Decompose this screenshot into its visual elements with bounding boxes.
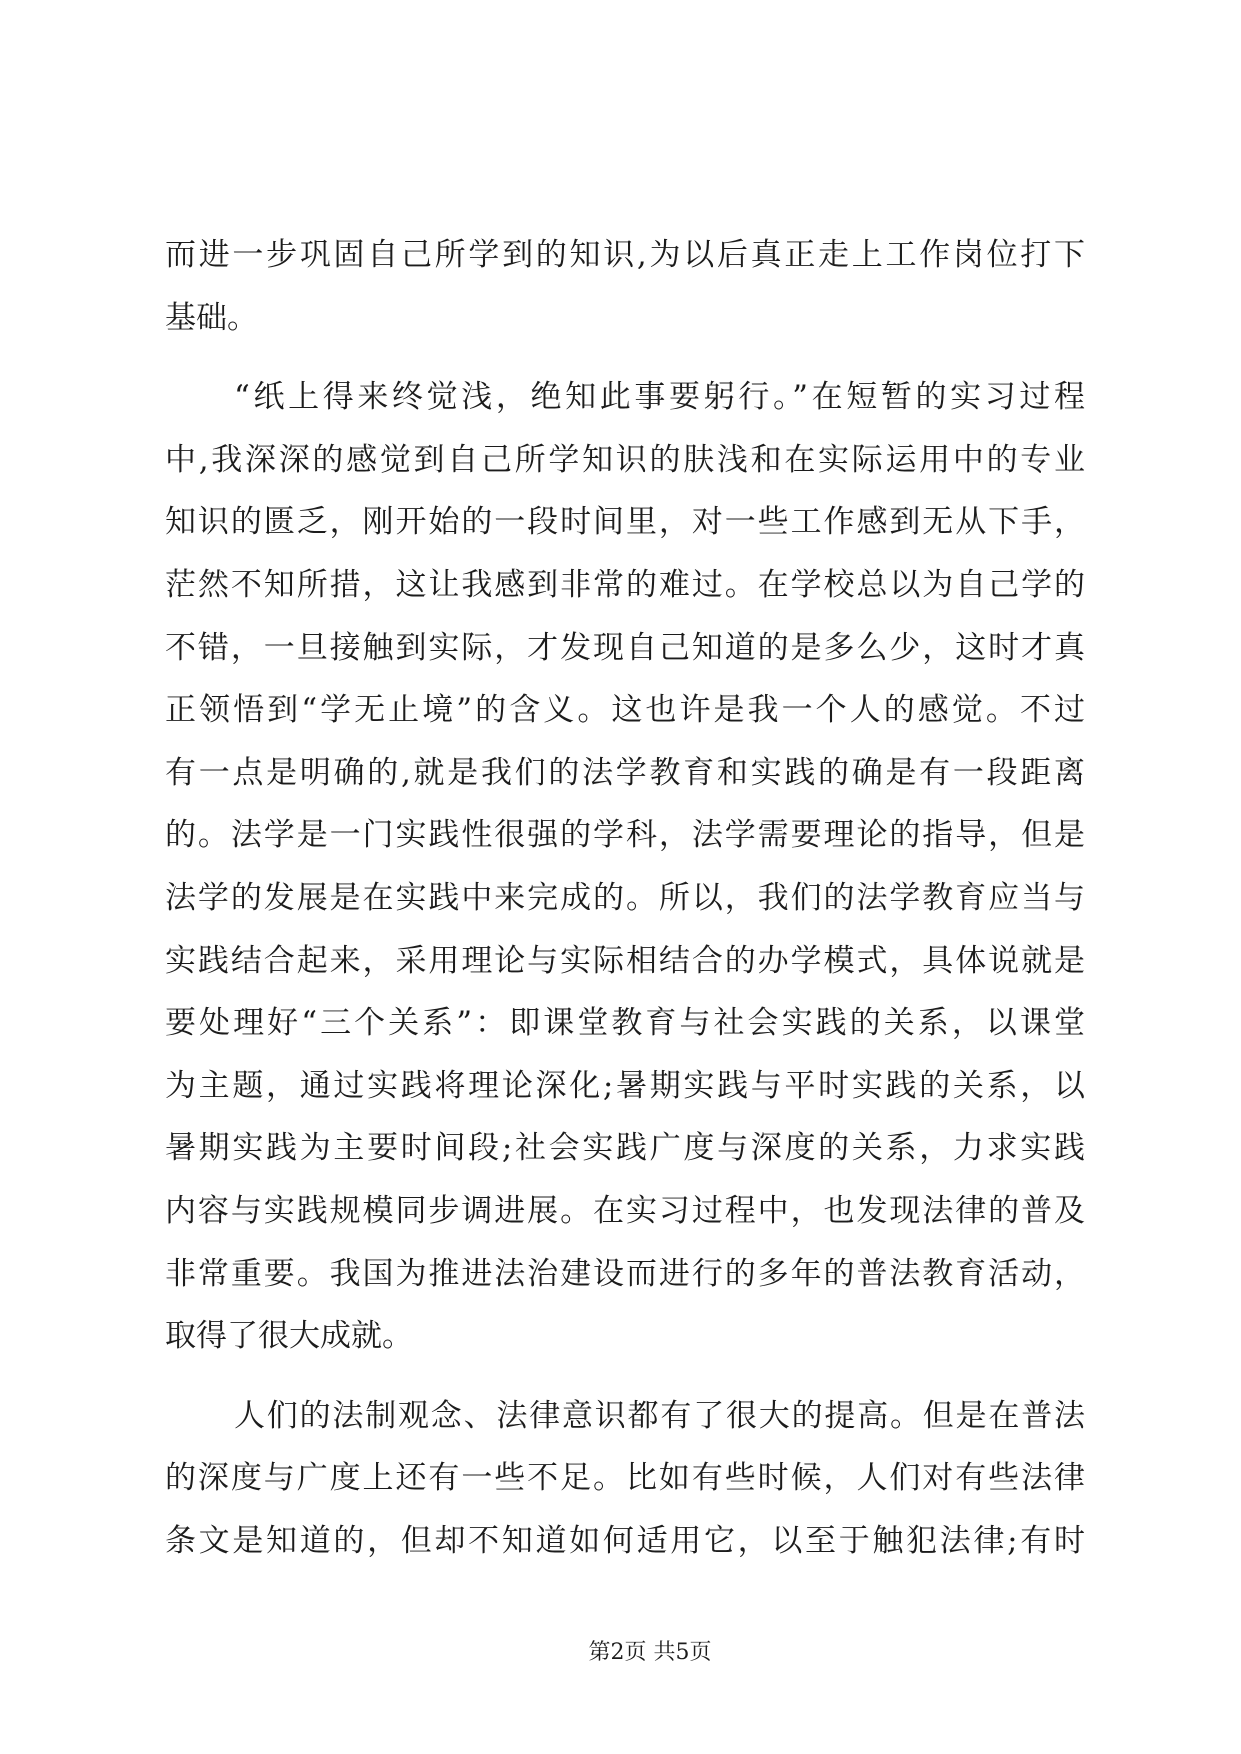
page-footer <box>560 1638 740 1668</box>
text-line: 而进一步巩固自己所学到的知识,为以后真正走上工作岗位打下 <box>165 237 1085 273</box>
text-line: 要处理好“三个关系”：即课堂教育与社会实践的关系，以课堂 <box>165 1005 1085 1042</box>
text-line: 正领悟到“学无止境”的含义。这也许是我一个人的感觉。不过 <box>165 692 1085 729</box>
text-line: 非常重要。我国为推进法治建设而进行的多年的普法教育活动， <box>165 1255 1085 1292</box>
paragraph <box>165 366 1085 1368</box>
text-line: 人们的法制观念、法律意识都有了很大的提高。但是在普法 <box>234 1397 1085 1434</box>
text-line: “纸上得来终觉浅，绝知此事要躬行。”在短暂的实习过程 <box>234 379 1085 416</box>
text-line: 内容与实践规模同步调进展。在实习过程中，也发现法律的普及 <box>165 1192 1085 1229</box>
text-line: 法学的发展是在实践中来完成的。所以，我们的法学教育应当与 <box>165 879 1085 916</box>
text-line: 取得了很大成就。 <box>165 1318 413 1355</box>
text-line: 暑期实践为主要时间段;社会实践广度与深度的关系，力求实践 <box>165 1130 1085 1167</box>
document-body <box>165 224 1085 1572</box>
text-line: 有一点是明确的,就是我们的法学教育和实践的确是有一段距离 <box>165 754 1085 791</box>
text-line: 的。法学是一门实践性很强的学科，法学需要理论的指导，但是 <box>165 817 1085 854</box>
text-line: 基础。 <box>165 299 258 336</box>
text-line: 知识的匮乏，刚开始的一段时间里，对一些工作感到无从下手， <box>165 504 1085 541</box>
text-line: 茫然不知所措，这让我感到非常的难过。在学校总以为自己学的 <box>165 566 1085 603</box>
text-line: 不错，一旦接触到实际，才发现自己知道的是多么少，这时才真 <box>165 629 1085 666</box>
text-line: 的深度与广度上还有一些不足。比如有些时候，人们对有些法律 <box>165 1460 1085 1497</box>
text-line: 中,我深深的感觉到自己所学知识的肤浅和在实际运用中的专业 <box>165 441 1085 478</box>
page-number-label: 第2页 共5页 <box>588 1640 712 1665</box>
text-line: 实践结合起来，采用理论与实际相结合的办学模式，具体说就是 <box>165 942 1085 979</box>
paragraph <box>165 1385 1085 1573</box>
text-line: 为主题，通过实践将理论深化;暑期实践与平时实践的关系，以 <box>165 1067 1085 1104</box>
paragraph <box>165 224 1085 349</box>
text-line: 条文是知道的，但却不知道如何适用它，以至于触犯法律;有时 <box>165 1522 1085 1559</box>
